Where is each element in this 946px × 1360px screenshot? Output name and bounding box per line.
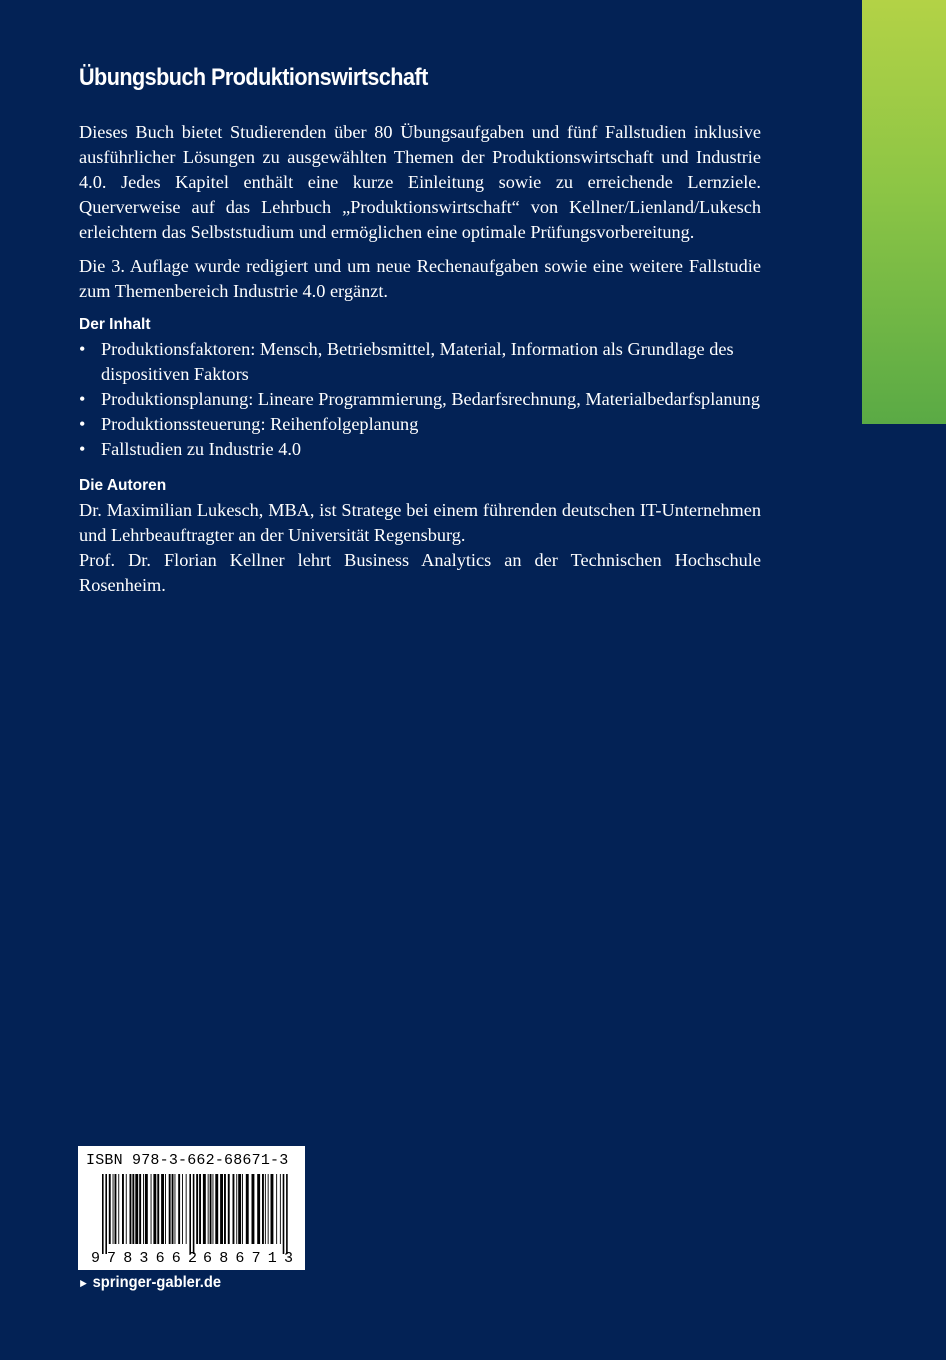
barcode-bar	[169, 1174, 171, 1244]
barcode-bar	[186, 1174, 187, 1244]
accent-bar	[862, 0, 946, 424]
barcode-bar	[199, 1174, 201, 1244]
barcode-bar	[130, 1174, 132, 1244]
barcode-bar	[115, 1174, 117, 1244]
barcode-bar	[109, 1174, 111, 1244]
barcode-bar	[113, 1174, 114, 1244]
autoren-text	[79, 498, 761, 598]
list-item-text: Produktionsplanung: Lineare Programmierung, Bedarfsrechnung, Materialbedarfsplanung	[101, 389, 760, 409]
barcode-bar	[203, 1174, 206, 1244]
barcode-bar	[228, 1174, 230, 1244]
list-item-text: Fallstudien zu Industrie 4.0	[101, 439, 302, 459]
arrow-right-icon: ►	[78, 1276, 89, 1290]
barcode-bar	[132, 1174, 134, 1244]
isbn-barcode-box	[78, 1146, 305, 1270]
edition-paragraph: Die 3. Auflage wurde redigiert und um neue Rechenaufgaben sowie eine weitere Fallstudie zum Themenbereich Industrie 4.0 ergänzt.	[79, 256, 761, 301]
barcode-bar	[213, 1174, 214, 1244]
author-kellner: Prof. Dr. Florian Kellner lehrt Business Analytics an der Technischen Hochschule Rosenheim.	[79, 550, 761, 595]
barcode-bar	[265, 1174, 266, 1244]
barcode-bar	[122, 1174, 124, 1244]
barcode-bar	[238, 1174, 241, 1244]
list-item-text: Produktionssteuerung: Reihenfolgeplanung	[101, 414, 419, 434]
barcode-bar	[242, 1174, 243, 1244]
barcode-bar	[246, 1174, 249, 1244]
barcode-bar	[193, 1174, 195, 1254]
barcode-bar	[276, 1174, 277, 1244]
barcode-bar	[283, 1174, 285, 1254]
barcode-bar	[165, 1174, 166, 1244]
barcode-bar	[280, 1174, 281, 1244]
barcode-bar	[182, 1174, 183, 1244]
barcode-bar	[286, 1174, 288, 1254]
list-item	[79, 412, 761, 437]
autoren-heading: Die Autoren	[79, 477, 167, 494]
bullet-icon: •	[79, 389, 86, 409]
isbn-digits-right: 686713	[203, 1250, 293, 1267]
barcode-bar	[196, 1174, 198, 1244]
list-item	[79, 437, 761, 462]
barcode-bar	[172, 1174, 174, 1244]
inhalt-list	[79, 337, 761, 462]
barcode-bar	[257, 1174, 260, 1244]
isbn-label: ISBN 978-3-662-68671-3	[86, 1152, 289, 1169]
barcode-bar	[126, 1174, 127, 1244]
author-lukesch: Dr. Maximilian Lukesch, MBA, ist Stratege bei einem führenden deutschen IT-Unternehmen und Lehrbeauftragter an der Universität Regensburg.	[79, 500, 761, 545]
barcode-bar	[118, 1174, 119, 1244]
list-item-text: Produktionsfaktoren: Mensch, Betriebsmittel, Material, Information als Grundlage des dispositiven Faktors	[101, 339, 734, 384]
barcode-bar	[233, 1174, 235, 1244]
barcode-bar	[252, 1174, 255, 1244]
barcode-bar	[268, 1174, 269, 1244]
book-title: Übungsbuch Produktionswirtschaft	[79, 64, 428, 91]
barcode-bar	[145, 1174, 148, 1244]
inhalt-heading: Der Inhalt	[79, 316, 151, 333]
bullet-icon: •	[79, 439, 86, 459]
barcode-bar	[151, 1174, 152, 1244]
barcode-bar	[157, 1174, 159, 1244]
barcode-bar	[220, 1174, 223, 1244]
isbn-digits-left: 783662	[107, 1250, 197, 1267]
barcode-bar	[139, 1174, 141, 1244]
bullet-icon: •	[79, 339, 86, 359]
back-cover-text	[79, 58, 761, 598]
publisher-link[interactable]	[78, 1274, 221, 1292]
publisher-url: springer-gabler.de	[92, 1274, 222, 1291]
barcode-bar	[262, 1174, 264, 1244]
barcode-bar	[215, 1174, 218, 1244]
barcode-bar	[135, 1174, 138, 1244]
barcode-bar	[189, 1174, 191, 1254]
list-item	[79, 337, 761, 387]
barcode-bar	[178, 1174, 180, 1244]
barcode-bar	[175, 1174, 176, 1244]
isbn-digit-prefix: 9	[91, 1250, 101, 1267]
barcode-bar	[236, 1174, 237, 1244]
barcode-bar	[153, 1174, 156, 1244]
barcode-bar	[102, 1174, 104, 1254]
barcode-bar	[210, 1174, 212, 1244]
list-item	[79, 387, 761, 412]
barcode-bar	[105, 1174, 107, 1254]
barcode-icon	[78, 1146, 305, 1270]
barcode-bar	[208, 1174, 209, 1244]
barcode-bar	[224, 1174, 226, 1244]
barcode-bar	[161, 1174, 164, 1244]
barcode-bar	[271, 1174, 274, 1244]
barcode-bar	[143, 1174, 144, 1244]
description-paragraph: Dieses Buch bietet Studierenden über 80 Übungsaufgaben und fünf Fallstudien inklusive ausführlicher Lösungen zu ausgewählten Themen der Produktionswirtschaft und Industrie 4.0. Jedes Kapitel enthält eine kurze Einleitung sowie zu erreichende Lernziele. Querverweise auf das Lehrbuch „Produktionswirtschaft“ von Kellner/Lienland/Lukesch erleichtern das Selbststudium und ermöglichen eine optimale Prüfungsvorbereitung.	[79, 122, 761, 242]
bullet-icon: •	[79, 414, 86, 434]
